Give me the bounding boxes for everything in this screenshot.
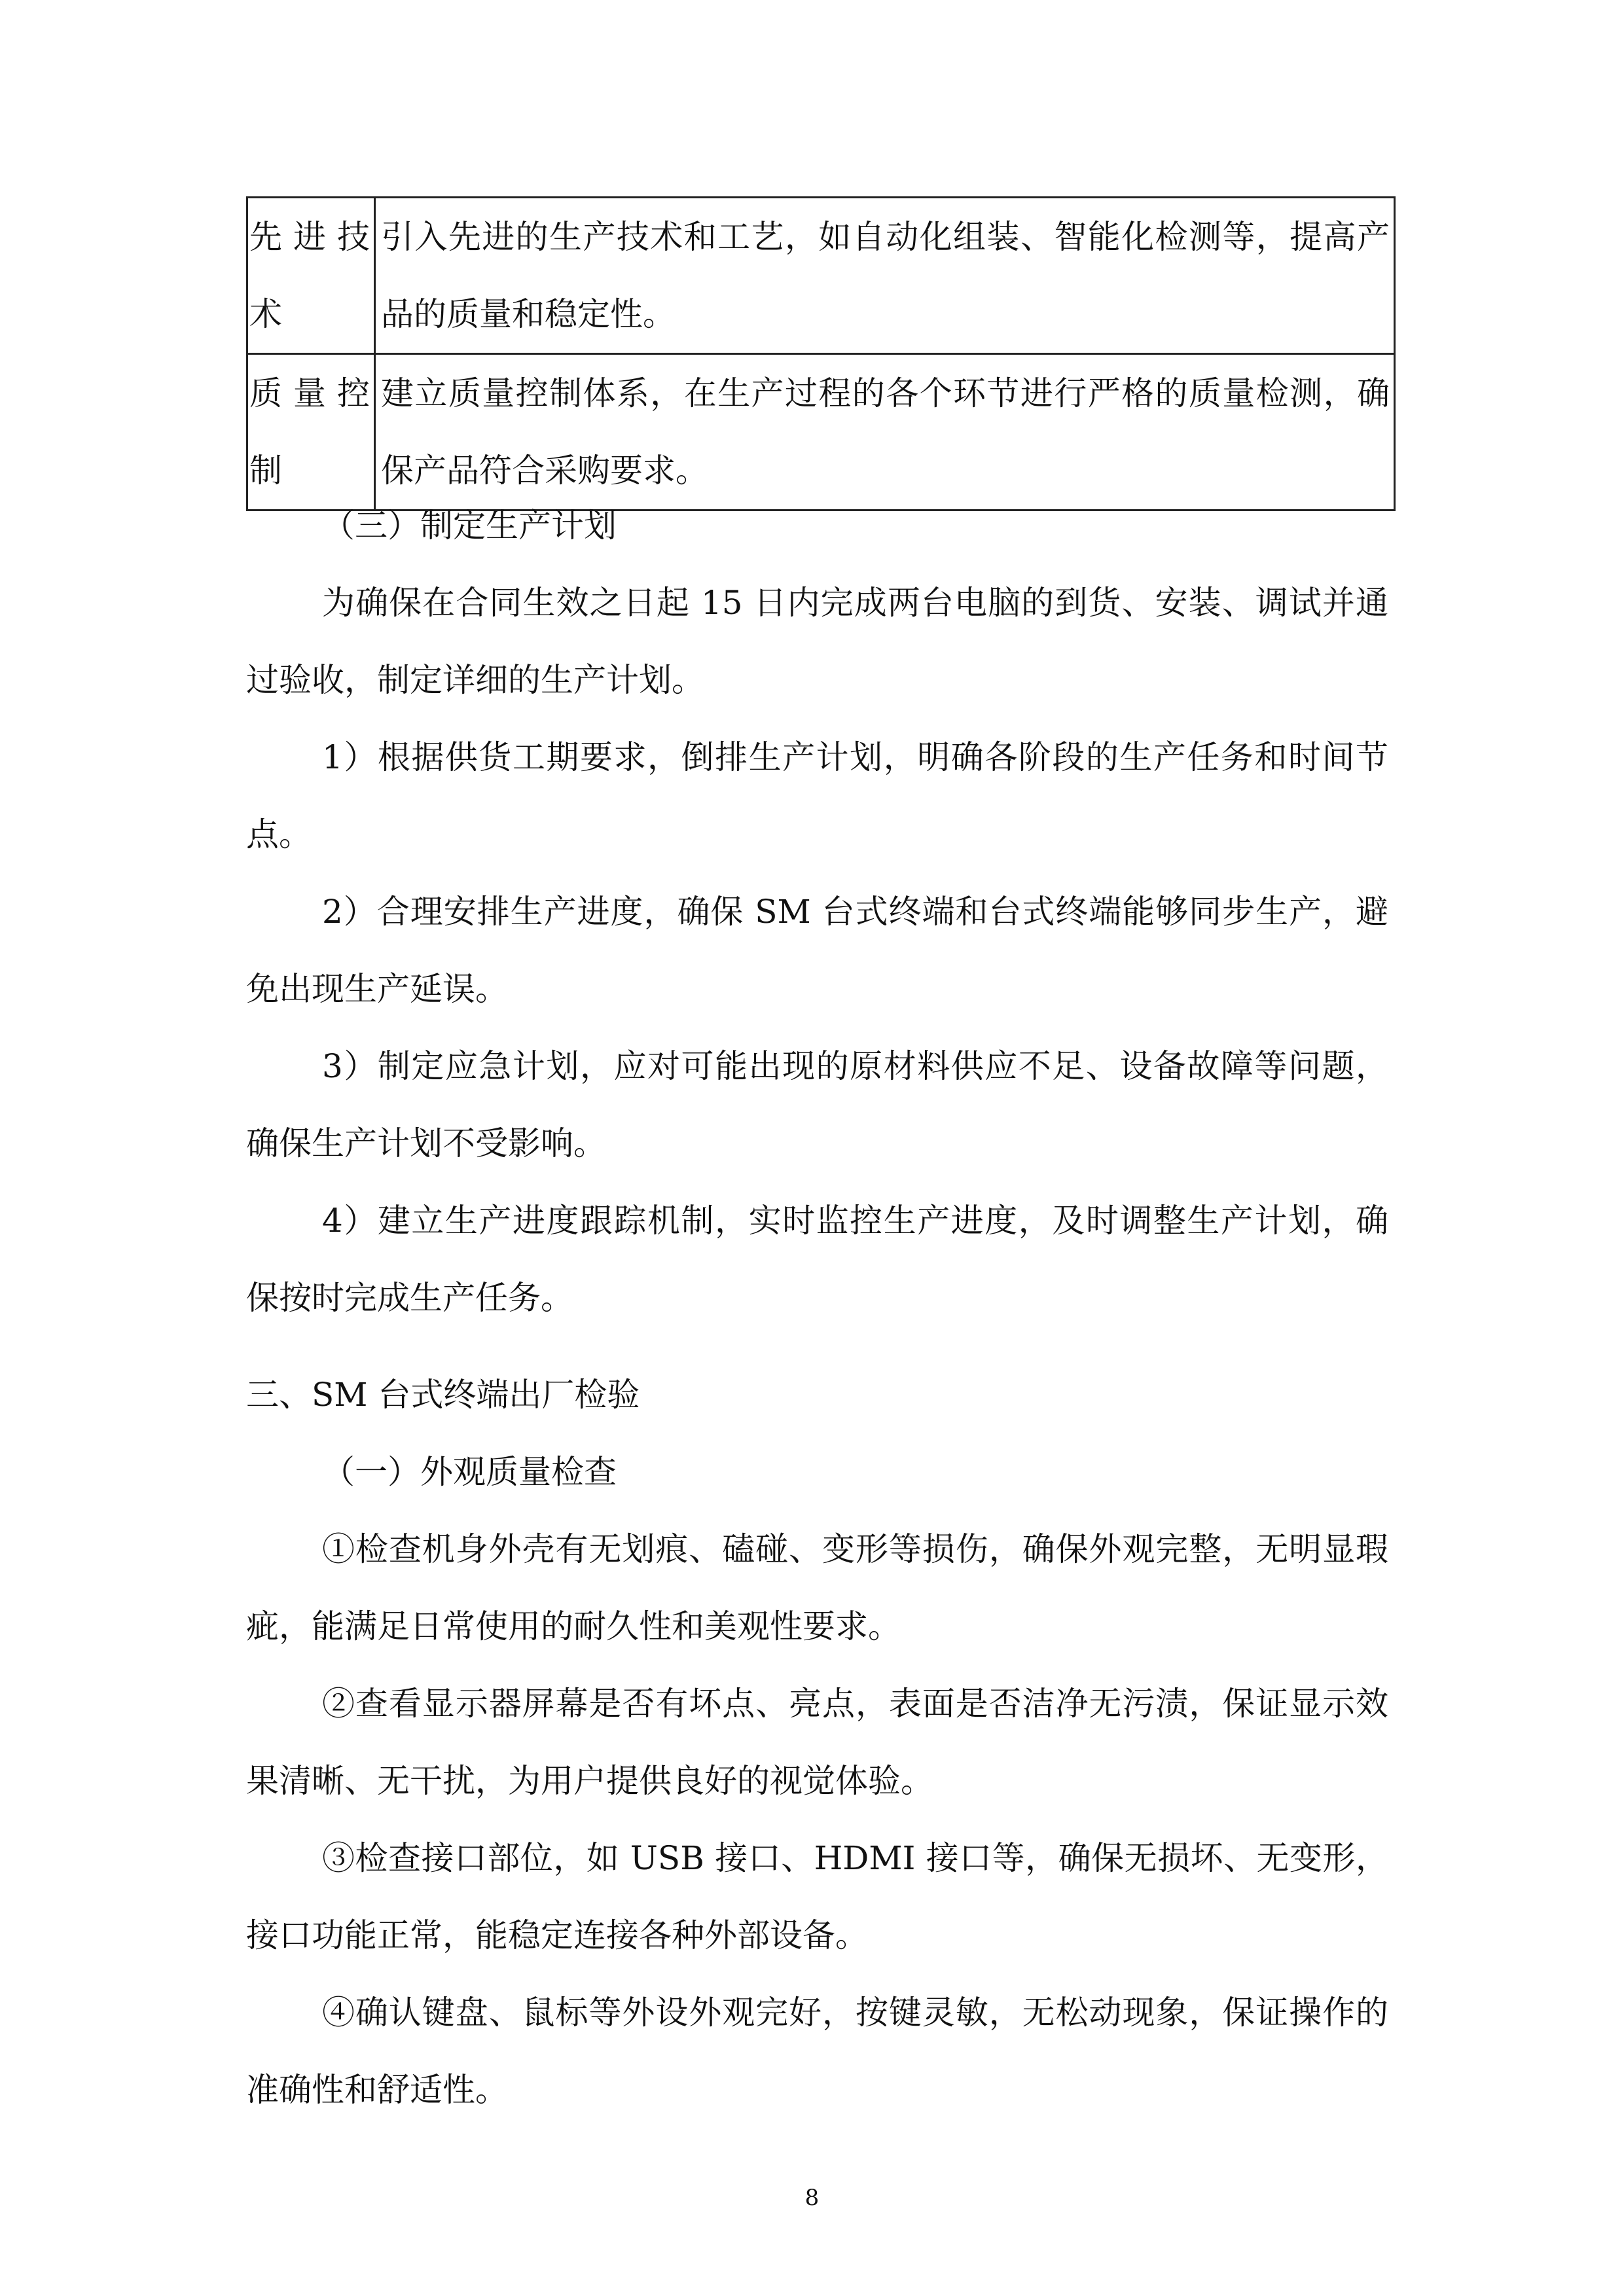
label-line: 术 bbox=[249, 295, 282, 333]
list-item: ③检查接口部位，如 USB 接口、HDMI 接口等，确保无损坏、无变形，接口功能正常，能稳定连接各种外部设备。 bbox=[246, 1839, 1388, 1954]
requirements-table bbox=[246, 196, 1396, 511]
list-item: ①检查机身外壳有无划痕、磕碰、变形等损伤，确保外观完整，无明显瑕疵，能满足日常使用的耐久性和美观性要求。 bbox=[246, 1530, 1388, 1645]
label-line: 先进技 bbox=[249, 218, 370, 256]
table-row-text: 引入先进的生产技术和工艺，如自动化组装、智能化检测等，提高产品的质量和稳定性。 bbox=[375, 198, 1395, 354]
list-item: 2）合理安排生产进度，确保 SM 台式终端和台式终端能够同步生产，避免出现生产延误。 bbox=[246, 893, 1388, 1008]
list-item: ④确认键盘、鼠标等外设外观完好，按键灵敏，无松动现象，保证操作的准确性和舒适性。 bbox=[246, 1994, 1388, 2109]
list-item: ②查看显示器屏幕是否有坏点、亮点，表面是否洁净无污渍，保证显示效果清晰、无干扰，为用户提供良好的视觉体验。 bbox=[246, 1685, 1388, 1800]
section-heading-appearance: （一）外观质量检查 bbox=[322, 1453, 617, 1491]
list-item: 3）制定应急计划，应对可能出现的原材料供应不足、设备故障等问题，确保生产计划不受影响。 bbox=[246, 1047, 1388, 1162]
table-row bbox=[247, 198, 1395, 354]
table-row-text: 建立质量控制体系，在生产过程的各个环节进行严格的质量检测，确保产品符合采购要求。 bbox=[375, 354, 1395, 511]
section-heading-production-plan: （三）制定生产计划 bbox=[322, 507, 617, 545]
paragraph-intro: 为确保在合同生效之日起 15 日内完成两台电脑的到货、安装、调试并通过验收，制定详细的生产计划。 bbox=[246, 584, 1388, 699]
list-item: 1）根据供货工期要求，倒排生产计划，明确各阶段的生产任务和时间节点。 bbox=[246, 738, 1388, 853]
label-line: 制 bbox=[249, 452, 282, 490]
list-item: 4）建立生产进度跟踪机制，实时监控生产进度，及时调整生产计划，确保按时完成生产任务。 bbox=[246, 1202, 1388, 1317]
page-number: 8 bbox=[804, 2185, 820, 2211]
label-line: 质量控 bbox=[249, 374, 370, 412]
chapter-heading: 三、SM 台式终端出厂检验 bbox=[246, 1376, 640, 1414]
table-row-label bbox=[247, 198, 375, 354]
